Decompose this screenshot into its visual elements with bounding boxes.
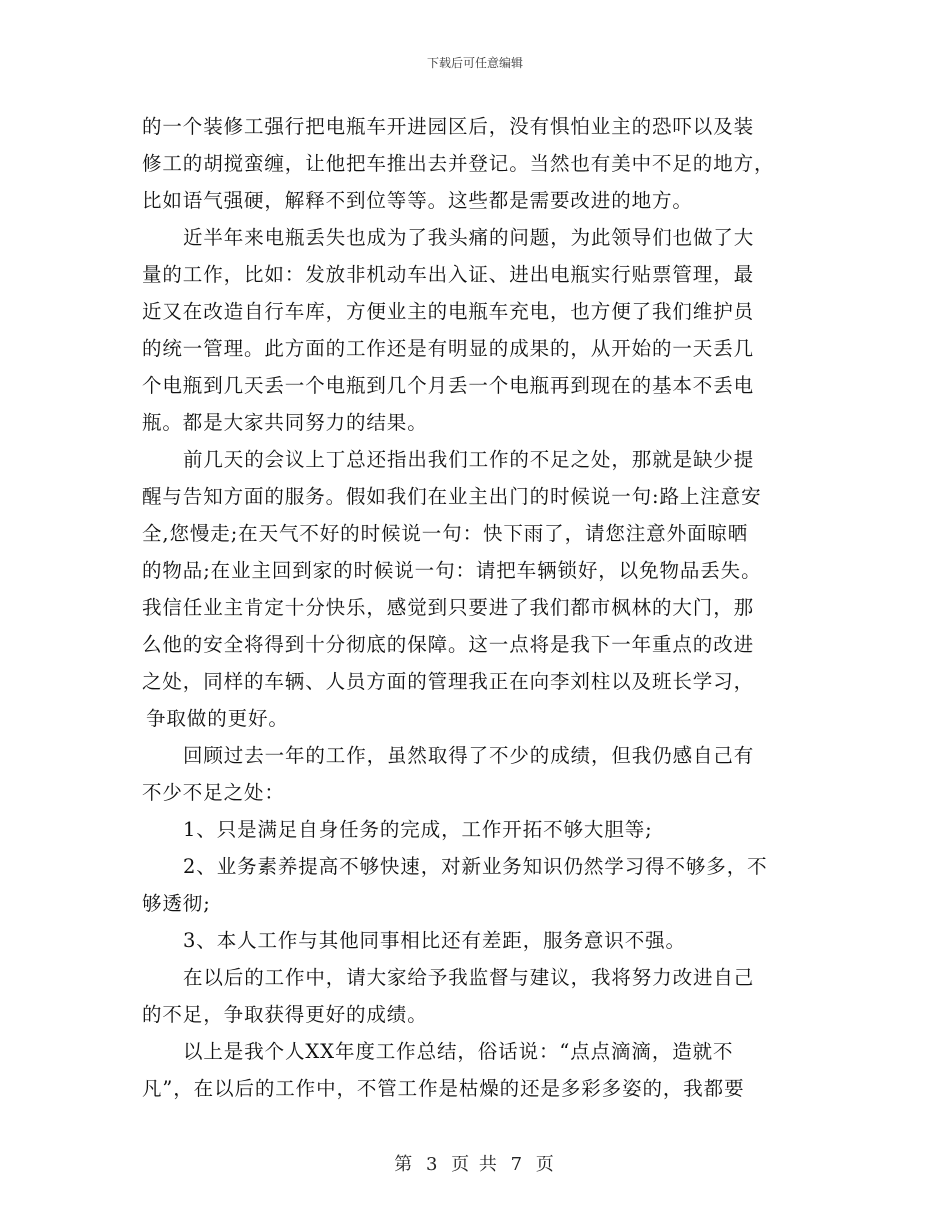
text-line: 量的工作，比如：发放非机动车出入证、进出电瓶实行贴票管理，最 (142, 263, 755, 286)
text-line: 我信任业主肯定十分快乐，感觉到只要进了我们都市枫林的大门，那 (142, 596, 755, 619)
text-line: 回顾过去一年的工作，虽然取得了不少的成绩，但我仍感自己有 (183, 744, 755, 767)
text-line: 瓶。都是大家共同努力的结果。 (142, 411, 428, 434)
total-page-count: 7 (510, 1154, 525, 1175)
text-line: 修工的胡搅蛮缠，让他把车推出去并登记。当然也有美中不足的地方， (142, 152, 775, 175)
text-line: 醒与告知方面的服务。假如我们在业主出门的时候说一句:路上注意安 (142, 485, 762, 508)
text-line: 在以后的工作中，请大家给予我监督与建议，我将努力改进自己 (183, 966, 755, 989)
list-item: 2、业务素养提高不够快速，对新业务知识仍然学习得不够多，不 (183, 855, 768, 878)
text-line: 比如语气强硬，解释不到位等等。这些都是需要改进的地方。 (142, 189, 693, 212)
text-line: 个电瓶到几天丢一个电瓶到几个月丢一个电瓶再到现在的基本不丢电 (142, 374, 755, 397)
footer-prefix: 第 (394, 1154, 415, 1175)
list-item: 3、本人工作与其他同事相比还有差距，服务意识不强。 (183, 929, 686, 952)
page-footer (0, 1150, 950, 1176)
text-line: 凡”，在以后的工作中，不管工作是枯燥的还是多彩多姿的，我都要 (142, 1077, 745, 1100)
footer-middle: 页 共 (451, 1154, 499, 1175)
text-line: 之处，同样的车辆、人员方面的管理我正在向李刘柱以及班长学习， (142, 670, 755, 693)
list-item: 1、只是满足自身任务的完成，工作开拓不够大胆等; (183, 818, 653, 841)
text-line: 近半年来电瓶丢失也成为了我头痛的问题，为此领导们也做了大 (183, 226, 755, 249)
text-line: 以上是我个人XX年度工作总结，俗话说：“点点滴滴，造就不 (183, 1040, 734, 1063)
text-line: 的不足，争取获得更好的成绩。 (142, 1003, 428, 1026)
text-line: 前几天的会议上丁总还指出我们工作的不足之处，那就是缺少提 (183, 448, 755, 471)
text-line: 的物品;在业主回到家的时候说一句：请把车辆锁好，以免物品丢失。 (142, 559, 762, 582)
text-line: 够透彻; (142, 892, 211, 915)
text-line: 近又在改造自行车库，方便业主的电瓶车充电，也方便了我们维护员 (142, 300, 755, 323)
text-line: 的统一管理。此方面的工作还是有明显的成果的，从开始的一天丢几 (142, 337, 755, 360)
text-line: 全,您慢走;在天气不好的时候说一句：快下雨了，请您注意外面晾晒 (142, 522, 749, 545)
document-body (142, 108, 810, 1107)
text-line: 不少不足之处： (142, 781, 285, 804)
text-line: 的一个装修工强行把电瓶车开进园区后，没有惧怕业主的恐吓以及装 (142, 115, 755, 138)
text-line: 争取做的更好。 (146, 707, 289, 730)
text-line: 么他的安全将得到十分彻底的保障。这一点将是我下一年重点的改进 (142, 633, 755, 656)
page-header: 下载后可任意编辑 (426, 56, 523, 70)
footer-suffix: 页 (535, 1154, 556, 1175)
current-page-number: 3 (425, 1154, 440, 1175)
